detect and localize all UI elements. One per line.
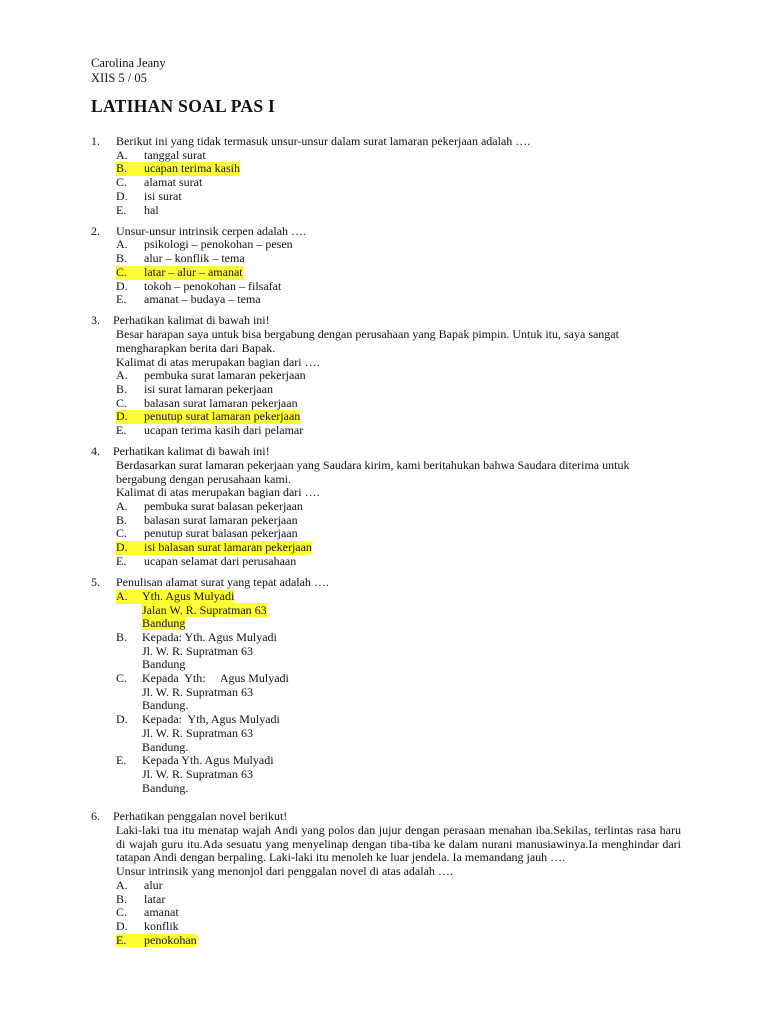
quoted-sentence: Berdasarkan surat lamaran pekerjaan yang Saudara kirim, kami beritahukan bahwa Saudara diterima untuk bergabung dengan perusahaan kami. xyxy=(116,457,630,486)
student-header xyxy=(91,56,166,86)
address-line: Jalan W. R. Supratman 63 xyxy=(142,602,267,617)
option-d xyxy=(116,920,681,934)
option-letter: A. xyxy=(116,147,128,162)
option-d-highlighted xyxy=(116,410,681,424)
option-text: amanat – budaya – tema xyxy=(144,292,261,307)
option-letter: C. xyxy=(116,395,128,410)
option-text: ucapan terima kasih xyxy=(144,161,240,176)
option-b xyxy=(116,514,681,528)
question-5 xyxy=(91,576,681,795)
option-a xyxy=(116,879,681,893)
option-letter: E. xyxy=(116,753,127,768)
option-c xyxy=(116,176,681,190)
option-letter: E. xyxy=(116,934,144,948)
option-text: penutup surat balasan pekerjaan xyxy=(144,526,298,541)
option-letter: A. xyxy=(116,499,128,514)
option-text: balasan surat lamaran pekerjaan xyxy=(144,395,298,410)
option-c-highlighted xyxy=(116,266,681,280)
option-text: latar – alur – amanat xyxy=(144,264,243,279)
question-number: 3. xyxy=(91,313,100,328)
option-text: isi surat xyxy=(144,188,182,203)
address-line: Jl. W. R. Supratman 63 xyxy=(142,684,254,699)
address-line: Yth. Agus Mulyadi xyxy=(142,588,235,603)
option-letter: E. xyxy=(116,423,127,438)
option-text: balasan surat lamaran pekerjaan xyxy=(144,512,298,527)
quoted-sentence: Besar harapan saya untuk bisa bergabung dengan perusahaan yang Bapak pimpin. Untuk itu, saya sangat mengharapkan berita dari Bapak. xyxy=(116,327,619,355)
option-b xyxy=(116,252,681,266)
option-letter: B. xyxy=(116,629,128,644)
question-prompt: Unsur intrinsik yang menonjol dari penggalan novel di atas adalah …. xyxy=(116,864,453,879)
option-c xyxy=(116,397,681,411)
address-line: Bandung. xyxy=(142,698,189,713)
option-text: isi surat lamaran pekerjaan xyxy=(144,381,273,396)
question-list xyxy=(91,135,681,955)
option-letter: D. xyxy=(116,712,128,727)
question-number: 1. xyxy=(91,134,100,148)
address-line: Bandung xyxy=(142,616,186,631)
option-e xyxy=(116,424,681,438)
option-letter: E. xyxy=(116,292,127,307)
option-d xyxy=(116,190,681,204)
option-text: amanat xyxy=(144,905,179,920)
option-letter: C. xyxy=(116,175,128,190)
option-letter: B. xyxy=(116,162,144,176)
option-text: pembuka surat balasan pekerjaan xyxy=(144,499,303,514)
address-line: Kepada Yth. Agus Mulyadi xyxy=(142,753,274,768)
option-e xyxy=(116,555,681,569)
option-e xyxy=(116,293,681,307)
option-text: alur – konflik – tema xyxy=(144,251,245,266)
option-text: isi balasan surat lamaran pekerjaan xyxy=(144,540,312,555)
option-letter: A. xyxy=(116,237,128,252)
option-letter: A. xyxy=(116,877,128,892)
option-letter: E. xyxy=(116,202,127,217)
address-line: Jl. W. R. Supratman 63 xyxy=(142,725,254,740)
option-text: ucapan selamat dari perusahaan xyxy=(144,553,297,568)
option-letter: C. xyxy=(116,266,144,280)
option-c xyxy=(116,527,681,541)
question-stem: Perhatikan kalimat di bawah ini! xyxy=(113,313,270,328)
question-prompt: Kalimat di atas merupakan bagian dari …. xyxy=(116,354,320,369)
option-b xyxy=(116,383,681,397)
option-a xyxy=(116,369,681,383)
option-e xyxy=(116,204,681,218)
question-number: 4. xyxy=(91,444,100,459)
option-b xyxy=(116,893,681,907)
question-number: 5. xyxy=(91,575,100,590)
question-prompt: Kalimat di atas merupakan bagian dari …. xyxy=(116,485,320,500)
option-d-highlighted xyxy=(116,541,681,555)
address-line: Kepada: Yth. Agus Mulyadi xyxy=(142,629,277,644)
question-6 xyxy=(91,810,681,947)
novel-excerpt: Laki-laki tua itu menatap wajah Andi yang polos dan jujur dengan perasaan menahan iba.Sekilas, terlintas rasa haru di wajah guru itu.Ada sesuatu yang menyelinap dengan tiba-tiba ke dalam nurani manusiawinya.Ia menghindar dari tatapan Andi dengan berpaling. Laki-laki itu menoleh ke luar jendela. Ia memandang jauh …. xyxy=(116,823,681,865)
option-letter: A. xyxy=(116,590,142,604)
option-letter: B. xyxy=(116,381,128,396)
option-b-highlighted xyxy=(116,162,681,176)
option-e xyxy=(116,754,681,768)
address-line: Bandung xyxy=(142,657,186,672)
option-letter: E. xyxy=(116,553,127,568)
option-text: alur xyxy=(144,877,163,892)
question-stem: Perhatikan penggalan novel berikut! xyxy=(113,809,288,824)
option-text: alamat surat xyxy=(144,175,203,190)
option-letter: D. xyxy=(116,541,144,555)
question-stem: Berikut ini yang tidak termasuk unsur-unsur dalam surat lamaran pekerjaan adalah …. xyxy=(116,134,531,148)
question-stem: Unsur-unsur intrinsik cerpen adalah …. xyxy=(116,223,307,238)
option-letter: A. xyxy=(116,368,128,383)
question-3 xyxy=(91,314,681,437)
option-text: penokohan xyxy=(144,932,197,947)
option-letter: D. xyxy=(116,278,128,293)
question-stem: Penulisan alamat surat yang tepat adalah …. xyxy=(116,575,329,590)
option-a xyxy=(116,500,681,514)
address-line: Bandung. xyxy=(142,780,189,795)
address-line: Bandung. xyxy=(142,739,189,754)
option-letter: B. xyxy=(116,251,128,266)
student-name: Carolina Jeany xyxy=(91,56,166,70)
option-d xyxy=(116,280,681,294)
option-text: ucapan terima kasih dari pelamar xyxy=(144,423,304,438)
option-letter: D. xyxy=(116,410,144,424)
option-text: tanggal surat xyxy=(144,147,206,162)
option-d xyxy=(116,713,681,727)
page-title: LATIHAN SOAL PAS I xyxy=(91,96,276,116)
question-number: 6. xyxy=(91,809,100,824)
option-letter: D. xyxy=(116,918,128,933)
option-a-highlighted xyxy=(116,590,681,604)
option-text: penutup surat lamaran pekerjaan xyxy=(144,409,301,424)
address-line: Jl. W. R. Supratman 63 xyxy=(142,643,254,658)
option-a xyxy=(116,149,681,163)
address-line: Jl. W. R. Supratman 63 xyxy=(142,766,254,781)
option-text: hal xyxy=(144,202,159,217)
option-b xyxy=(116,631,681,645)
option-letter: C. xyxy=(116,526,128,541)
option-c xyxy=(116,672,681,686)
option-e-highlighted xyxy=(116,934,681,948)
option-letter: C. xyxy=(116,905,128,920)
address-line: Kepada Yth: Agus Mulyadi xyxy=(142,671,289,686)
option-letter: B. xyxy=(116,891,128,906)
question-stem: Perhatikan kalimat di bawah ini! xyxy=(113,444,270,459)
option-text: pembuka surat lamaran pekerjaan xyxy=(144,368,306,383)
option-text: konflik xyxy=(144,918,179,933)
address-line: Kepada: Yth, Agus Mulyadi xyxy=(142,712,280,727)
option-c xyxy=(116,906,681,920)
option-letter: B. xyxy=(116,512,128,527)
question-1 xyxy=(91,135,681,217)
option-text: psikologi – penokohan – pesen xyxy=(144,237,293,252)
option-letter: C. xyxy=(116,671,128,686)
question-number: 2. xyxy=(91,223,100,238)
option-letter: D. xyxy=(116,188,128,203)
option-a xyxy=(116,238,681,252)
question-4 xyxy=(91,445,681,568)
option-text: tokoh – penokohan – filsafat xyxy=(144,278,282,293)
question-2 xyxy=(91,225,681,307)
student-class: XIIS 5 / 05 xyxy=(91,71,147,85)
option-text: latar xyxy=(144,891,166,906)
